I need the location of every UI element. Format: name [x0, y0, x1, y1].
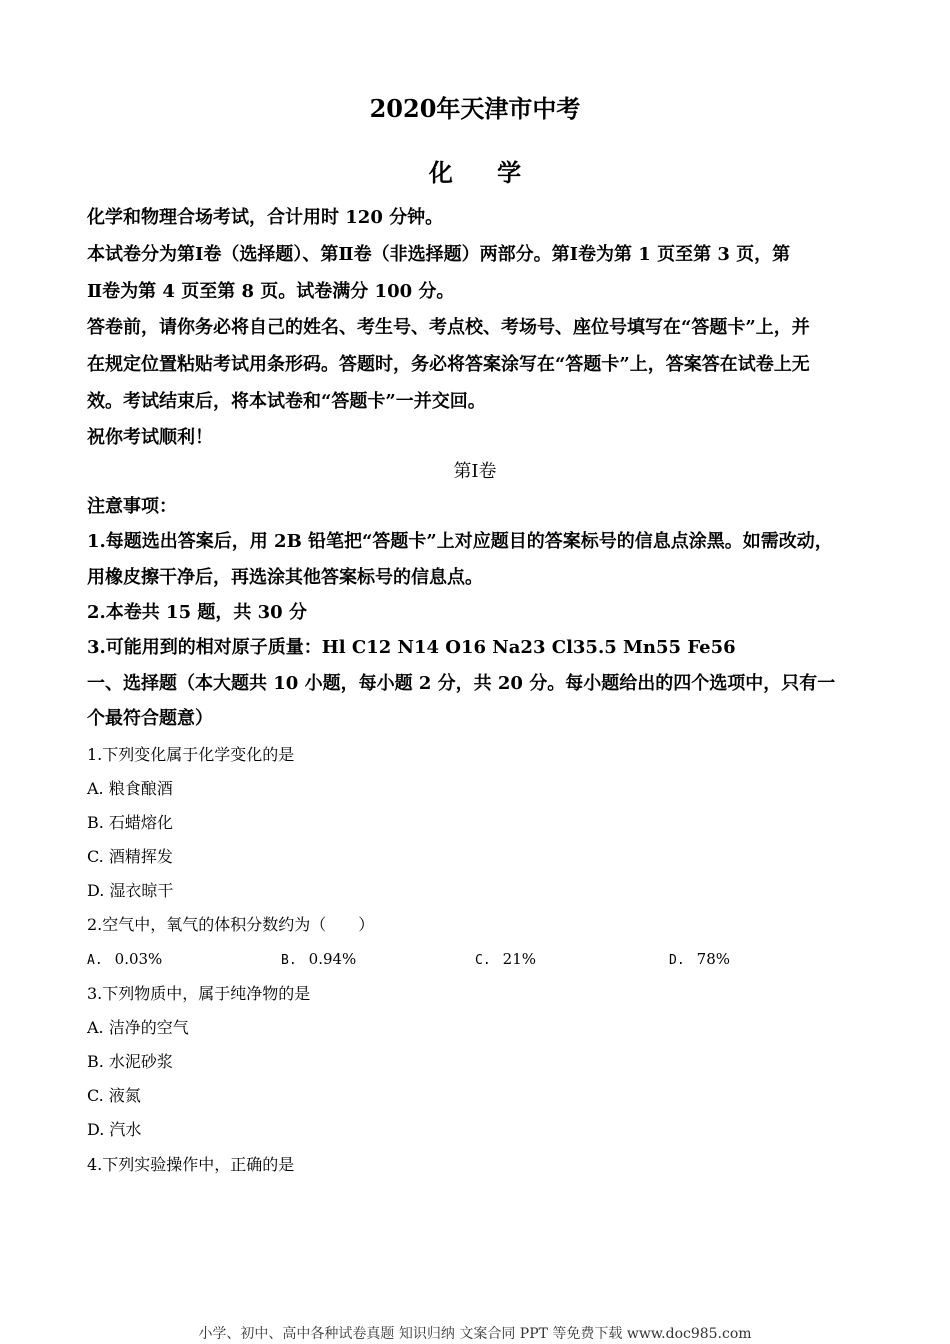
part1-heading-a: 一、选择题（本大题共 10 小题，每小题 2 分，共 20 分。每小题给出的四个选项中，只有一 [87, 673, 836, 694]
footer-text: 小学、初中、高中各种试卷真题 知识归纳 文案合同 PPT 等免费下载 www.doc985.com [198, 1326, 752, 1342]
intro-line-7: 祝你考试顺利！ [87, 427, 213, 448]
notice-2: 2.本卷共 15 题，共 30 分 [87, 602, 307, 623]
intro-line-1: 化学和物理合场考试，合计用时 120 分钟。 [87, 207, 444, 228]
intro-line-6: 效。考试结束后，将本试卷和“答题卡”一并交回。 [87, 391, 486, 412]
q1-stem: 1.下列变化属于化学变化的是 [87, 745, 295, 764]
q1-option-d: D. 湿衣晾干 [87, 881, 174, 900]
q2-option-b-text: 0.94% [308, 950, 357, 968]
q1-option-a: A. 粮食酿酒 [87, 779, 173, 798]
notice-1a: 1.每题选出答案后，用 2B 铅笔把“答题卡”上对应题目的答案标号的信息点涂黑。如需改动， [87, 531, 833, 552]
subject-title: 化 学 [428, 158, 540, 187]
q2-option-a-text: 0.03% [114, 950, 163, 968]
q2-option-d-letter: D. [669, 953, 685, 968]
q3-option-b: B. 水泥砂浆 [87, 1052, 173, 1071]
q2-option-d [669, 948, 730, 972]
intro-line-3: Ⅱ卷为第 4 页至第 8 页。试卷满分 100 分。 [87, 281, 455, 302]
q2-option-a-letter: A. [87, 953, 103, 968]
q3-stem: 3.下列物质中，属于纯净物的是 [87, 984, 311, 1003]
q2-option-d-text: 78% [696, 950, 730, 968]
q2-option-b-letter: B. [281, 953, 297, 968]
q2-stem: 2.空气中，氧气的体积分数约为（ ） [87, 915, 375, 934]
section-heading: 第Ⅰ卷 [453, 461, 497, 482]
notice-1b: 用橡皮擦干净后，再选涂其他答案标号的信息点。 [87, 567, 483, 588]
notice-3: 3.可能用到的相对原子质量：Hl C12 N14 O16 Na23 Cl35.5 Mn55 Fe56 [87, 637, 736, 658]
q3-option-d: D. 汽水 [87, 1120, 142, 1139]
q3-option-a: A. 洁净的空气 [87, 1018, 189, 1037]
intro-line-4: 答卷前，请你务必将自己的姓名、考生号、考点校、考场号、座位号填写在“答题卡”上，并 [87, 317, 810, 338]
q4-stem: 4.下列实验操作中，正确的是 [87, 1155, 295, 1174]
q3-option-c: C. 液氮 [87, 1086, 141, 1105]
q2-option-c-letter: C. [475, 953, 491, 968]
exam-title: 2020年天津市中考 [369, 94, 581, 123]
intro-line-5: 在规定位置粘贴考试用条形码。答题时，务必将答案涂写在“答题卡”上，答案答在试卷上无 [87, 354, 810, 375]
q2-option-b [281, 948, 356, 972]
part1-heading-b: 个最符合题意） [87, 708, 213, 729]
notice-title: 注意事项： [87, 496, 177, 517]
q1-option-c: C. 酒精挥发 [87, 847, 173, 866]
q1-option-b: B. 石蜡熔化 [87, 813, 173, 832]
q2-option-a [87, 948, 162, 972]
q2-option-c [475, 948, 536, 972]
intro-line-2: 本试卷分为第Ⅰ卷（选择题）、第Ⅱ卷（非选择题）两部分。第Ⅰ卷为第 1 页至第 3 页，第 [87, 244, 791, 265]
q2-option-c-text: 21% [502, 950, 536, 968]
